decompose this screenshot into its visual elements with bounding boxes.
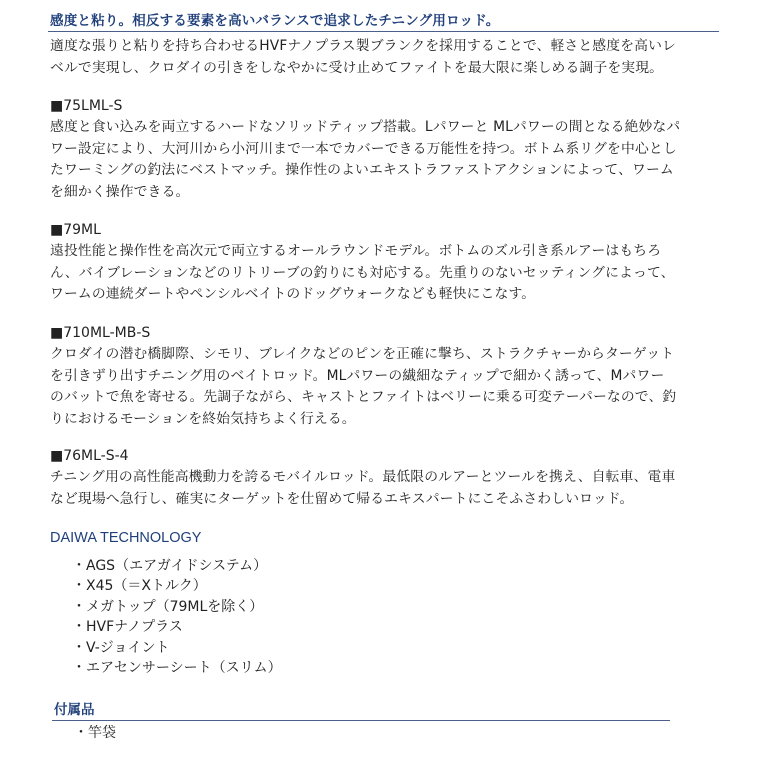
description-line: 遠投性能と操作性を高次元で両立するオールラウンドモデル。ボトムのズル引き系ルアーはもちろ xyxy=(50,243,662,259)
page-heading: 感度と粘り。相反する要素を高いバランスで追求したチニング用ロッド。 xyxy=(50,13,500,29)
intro-line: ベルで実現し、クロダイの引きをしなやかに受け止めてファイトを最大限に楽しめる調子を実現。 xyxy=(50,59,664,76)
heading-divider xyxy=(48,31,719,32)
technology-title: DAIWA TECHNOLOGY xyxy=(50,530,202,546)
description-line: 感度と食い込みを両立するハードなソリッドティップ搭載。Lパワーと MLパワーの間となる絶妙なパ xyxy=(50,119,681,135)
accessories-divider xyxy=(52,720,670,721)
technology-item: ・AGS（エアガイドシステム） xyxy=(72,558,268,574)
model-description-76ml-s-4 xyxy=(50,467,720,510)
technology-item: ・HVFナノプラス xyxy=(72,619,183,636)
model-title-76ml-s-4: ■76ML-S-4 xyxy=(50,448,129,464)
model-description-79ml xyxy=(50,241,720,306)
technology-item: ・エアセンサーシート（スリム） xyxy=(72,660,282,677)
description-line: を細かく操作できる。 xyxy=(50,183,190,200)
description-line: りにおけるモーションを終始気持ちよく行える。 xyxy=(50,410,356,427)
technology-item: ・メガトップ（79MLを除く） xyxy=(72,598,264,615)
description-line: ん、バイブレーションなどのリトリーブの釣りにも対応する。先重りのないセッティングによって、 xyxy=(50,264,675,281)
description-line: ワー設定により、大河川から小河川まで一本でカバーできる万能性を持つ。ボトム系リグを中心とし xyxy=(50,140,677,157)
intro-paragraph xyxy=(50,36,720,79)
description-line: を引きずり出すチニング用のベイトロッド。MLパワーの繊細なティップで細かく誘って、Mパワー xyxy=(50,367,665,384)
accessories-list xyxy=(74,723,116,743)
description-line: クロダイの潜む橋脚際、シモリ、ブレイクなどのピンを正確に撃ち、ストラクチャーからターゲット xyxy=(50,346,675,362)
description-line: ワームの連続ダートやペンシルベイトのドッグウォークなども軽快にこなす。 xyxy=(50,286,536,302)
technology-list xyxy=(72,556,282,678)
model-title-75lml-s: ■75LML-S xyxy=(50,98,123,114)
model-title-79ml: ■79ML xyxy=(50,222,101,238)
description-line: のバットで魚を寄せる。先調子ながら、キャストとファイトはベリーに乗る可変テーパーなので、釣 xyxy=(50,389,677,405)
description-line: チニング用の高性能高機動力を誇るモバイルロッド。最低限のルアーとツールを携え、自転車、電車 xyxy=(50,469,676,485)
accessories-title: 付属品 xyxy=(54,702,95,718)
intro-line: 適度な張りと粘りを持ち合わせるHVFナノプラス製ブランクを採用することで、軽さと感度を高いレ xyxy=(50,38,676,54)
accessory-item: ・竿袋 xyxy=(74,725,116,741)
model-description-710ml-mb-s xyxy=(50,344,720,430)
model-description-75lml-s xyxy=(50,117,720,203)
technology-item: ・X45（＝Xトルク） xyxy=(72,578,207,595)
description-line: など現場へ急行し、確実にターゲットを仕留めて帰るエキスパートにこそふさわしいロッド。 xyxy=(50,490,634,507)
description-line: たワーミングの釣法にベストマッチ。操作性のよいエキストラファストアクションによって、ワーム xyxy=(50,162,674,178)
model-title-710ml-mb-s: ■710ML-MB-S xyxy=(50,325,151,341)
technology-item: ・V-ジョイント xyxy=(72,639,170,656)
